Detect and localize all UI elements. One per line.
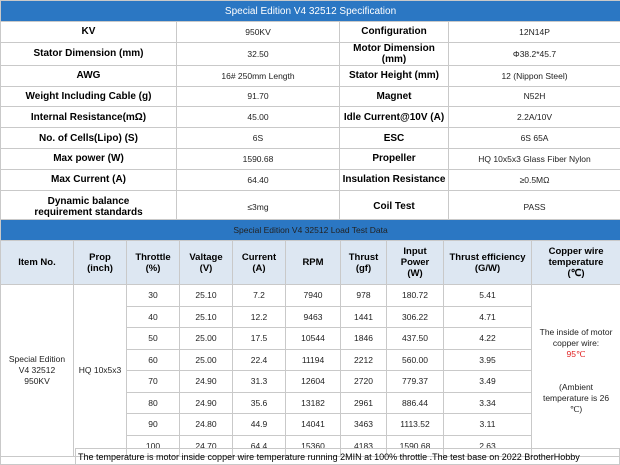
- spec-title-row: [1, 1, 620, 22]
- thrust-cell: 2212: [341, 349, 387, 371]
- current-cell: 44.9: [233, 414, 286, 436]
- prop-cell: HQ 10x5x3: [74, 285, 127, 457]
- spec-label: Coil Test: [340, 190, 449, 223]
- rpm-cell: 9463: [286, 306, 341, 328]
- spec-value: 16# 250mm Length: [177, 65, 340, 86]
- throttle-cell: 40: [127, 306, 180, 328]
- rpm-cell: 12604: [286, 371, 341, 393]
- efficiency-cell: 3.34: [444, 392, 532, 414]
- header-line: Copper wire: [548, 246, 604, 257]
- rpm-cell: 7940: [286, 285, 341, 307]
- current-cell: 31.3: [233, 371, 286, 393]
- thrust-cell: 2961: [341, 392, 387, 414]
- spec-value: 950KV: [177, 22, 340, 43]
- header-line: Power: [400, 257, 430, 268]
- spec-value: N52H: [449, 86, 620, 107]
- header-efficiency: [444, 241, 532, 285]
- voltage-cell: 24.80: [180, 414, 233, 436]
- header-line: (W): [407, 268, 423, 279]
- spec-label: KV: [1, 22, 177, 43]
- power-cell: 779.37: [387, 371, 444, 393]
- header-line: Prop: [89, 251, 111, 263]
- spec-row: [1, 169, 620, 190]
- spec-label: Internal Resistance(mΩ): [1, 107, 177, 128]
- spec-row: [1, 42, 620, 65]
- throttle-cell: 80: [127, 392, 180, 414]
- efficiency-cell: 4.22: [444, 328, 532, 350]
- spec-title: Special Edition V4 32512 Specification: [1, 1, 620, 22]
- spec-row: [1, 65, 620, 86]
- voltage-cell: 24.70: [180, 435, 233, 457]
- header-line: (gf): [355, 262, 372, 274]
- item-line: 950KV: [24, 376, 50, 386]
- header-temperature: [532, 241, 620, 285]
- spec-row: [1, 22, 620, 43]
- note-line: ℃): [569, 403, 583, 414]
- power-cell: 1113.52: [387, 414, 444, 436]
- power-cell: 560.00: [387, 349, 444, 371]
- spec-label: No. of Cells(Lipo) (S): [1, 128, 177, 149]
- header-row: [1, 241, 620, 285]
- spec-row: [1, 148, 620, 169]
- spec-value: 6S: [177, 128, 340, 149]
- note-line: temperature is 26: [542, 392, 610, 403]
- note-spacer: [534, 360, 618, 382]
- spec-label: Max power (W): [1, 148, 177, 169]
- spec-label: Weight Including Cable (g): [1, 86, 177, 107]
- power-cell: 180.72: [387, 285, 444, 307]
- current-cell: 7.2: [233, 285, 286, 307]
- thrust-cell: 2720: [341, 371, 387, 393]
- header-throttle: [127, 241, 180, 285]
- note-line: copper wire:: [552, 337, 600, 348]
- spec-value: ≥0.5MΩ: [449, 169, 620, 190]
- spec-row: [1, 107, 620, 128]
- spec-row: [1, 128, 620, 149]
- header-voltage: [180, 241, 233, 285]
- spec-label: Stator Dimension (mm): [1, 42, 177, 65]
- efficiency-cell: 3.11: [444, 414, 532, 436]
- efficiency-cell: 3.95: [444, 349, 532, 371]
- power-cell: 886.44: [387, 392, 444, 414]
- header-line: Thrust: [348, 251, 379, 263]
- rpm-cell: 14041: [286, 414, 341, 436]
- rpm-cell: 15360: [286, 435, 341, 457]
- throttle-cell: 90: [127, 414, 180, 436]
- spec-value: PASS: [449, 190, 620, 223]
- thrust-cell: 978: [341, 285, 387, 307]
- spec-label: Insulation Resistance: [340, 169, 449, 190]
- spec-row: [1, 86, 620, 107]
- spec-value: 6S 65A: [449, 128, 620, 149]
- current-cell: 22.4: [233, 349, 286, 371]
- spec-value: 45.00: [177, 107, 340, 128]
- note-temperature-value: 95℃: [566, 348, 586, 359]
- thrust-cell: 1846: [341, 328, 387, 350]
- voltage-cell: 25.10: [180, 285, 233, 307]
- footnote-row: [1, 449, 620, 465]
- item-line: V4 32512: [18, 365, 56, 375]
- efficiency-cell: 5.41: [444, 285, 532, 307]
- header-line: (V): [199, 262, 213, 274]
- voltage-cell: 25.00: [180, 328, 233, 350]
- header-line: Throttle: [135, 251, 171, 263]
- spec-value: Φ38.2*45.7: [449, 42, 620, 65]
- load-test-title-row: [1, 220, 620, 241]
- footnote: The temperature is motor inside copper wire temperature running 2MIN at 100% throttle .The test base on 2022 BrotherHobby: [76, 449, 620, 465]
- voltage-cell: 25.10: [180, 306, 233, 328]
- thrust-cell: 4183: [341, 435, 387, 457]
- throttle-cell: 70: [127, 371, 180, 393]
- throttle-cell: 50: [127, 328, 180, 350]
- spec-label: Configuration: [340, 22, 449, 43]
- throttle-cell: 100: [127, 435, 180, 457]
- current-cell: 64.4: [233, 435, 286, 457]
- spec-value: 32.50: [177, 42, 340, 65]
- spec-value: HQ 10x5x3 Glass Fiber Nylon: [449, 148, 620, 169]
- rpm-cell: 11194: [286, 349, 341, 371]
- header-line: Input: [403, 246, 427, 257]
- header-current: [233, 241, 286, 285]
- voltage-cell: 25.00: [180, 349, 233, 371]
- spec-label-line: requirement standards: [34, 206, 143, 218]
- spec-label: ESC: [340, 128, 449, 149]
- spec-value: 2.2A/10V: [449, 107, 620, 128]
- header-item: Item No.: [1, 241, 74, 285]
- header-power: [387, 241, 444, 285]
- header-line: (inch): [87, 262, 113, 274]
- footnote-table: [0, 448, 620, 465]
- spec-label: Motor Dimension (mm): [340, 42, 449, 65]
- power-cell: 1590.68: [387, 435, 444, 457]
- efficiency-cell: 3.49: [444, 371, 532, 393]
- power-cell: 306.22: [387, 306, 444, 328]
- table-row: [1, 285, 620, 307]
- note-line: The inside of motor: [539, 326, 613, 337]
- header-line: (A): [252, 262, 266, 274]
- spec-value: 12N14P: [449, 22, 620, 43]
- rpm-cell: 10544: [286, 328, 341, 350]
- header-line: Current: [241, 251, 277, 263]
- throttle-cell: 60: [127, 349, 180, 371]
- spacer-cell: [1, 449, 76, 465]
- header-line: temperature: [548, 257, 604, 268]
- current-cell: 17.5: [233, 328, 286, 350]
- spec-value: ≤3mg: [177, 190, 340, 223]
- spec-value: 91.70: [177, 86, 340, 107]
- thrust-cell: 3463: [341, 414, 387, 436]
- header-line: Valtage: [189, 251, 223, 263]
- note-line: (Ambient: [559, 381, 594, 392]
- voltage-cell: 24.90: [180, 392, 233, 414]
- current-cell: 12.2: [233, 306, 286, 328]
- header-line: (℃): [567, 268, 585, 279]
- spec-value: 64.40: [177, 169, 340, 190]
- spec-label: Max Current (A): [1, 169, 177, 190]
- header-line: (G/W): [474, 262, 501, 274]
- spec-value: 1590.68: [177, 148, 340, 169]
- current-cell: 35.6: [233, 392, 286, 414]
- spec-value: 12 (Nippon Steel): [449, 65, 620, 86]
- efficiency-cell: 2.63: [444, 435, 532, 457]
- spec-label: AWG: [1, 65, 177, 86]
- power-cell: 437.50: [387, 328, 444, 350]
- header-thrust: [341, 241, 387, 285]
- spec-label: Stator Height (mm): [340, 65, 449, 86]
- voltage-cell: 24.90: [180, 371, 233, 393]
- item-cell: [1, 285, 74, 457]
- item-line: Special Edition: [8, 354, 66, 364]
- load-test-table: [0, 219, 620, 457]
- header-line: Thrust efficiency: [449, 251, 526, 263]
- efficiency-cell: 4.71: [444, 306, 532, 328]
- spec-label: Propeller: [340, 148, 449, 169]
- header-prop: [74, 241, 127, 285]
- header-rpm: RPM: [286, 241, 341, 285]
- rpm-cell: 13182: [286, 392, 341, 414]
- spec-label-line: Dynamic balance: [47, 195, 130, 207]
- temperature-note: [532, 285, 620, 457]
- spec-label: Idle Current@10V (A): [340, 107, 449, 128]
- thrust-cell: 1441: [341, 306, 387, 328]
- spec-label: Magnet: [340, 86, 449, 107]
- spec-table: [0, 0, 620, 224]
- header-line: (%): [145, 262, 161, 274]
- throttle-cell: 30: [127, 285, 180, 307]
- load-test-title: Special Edition V4 32512 Load Test Data: [1, 220, 620, 241]
